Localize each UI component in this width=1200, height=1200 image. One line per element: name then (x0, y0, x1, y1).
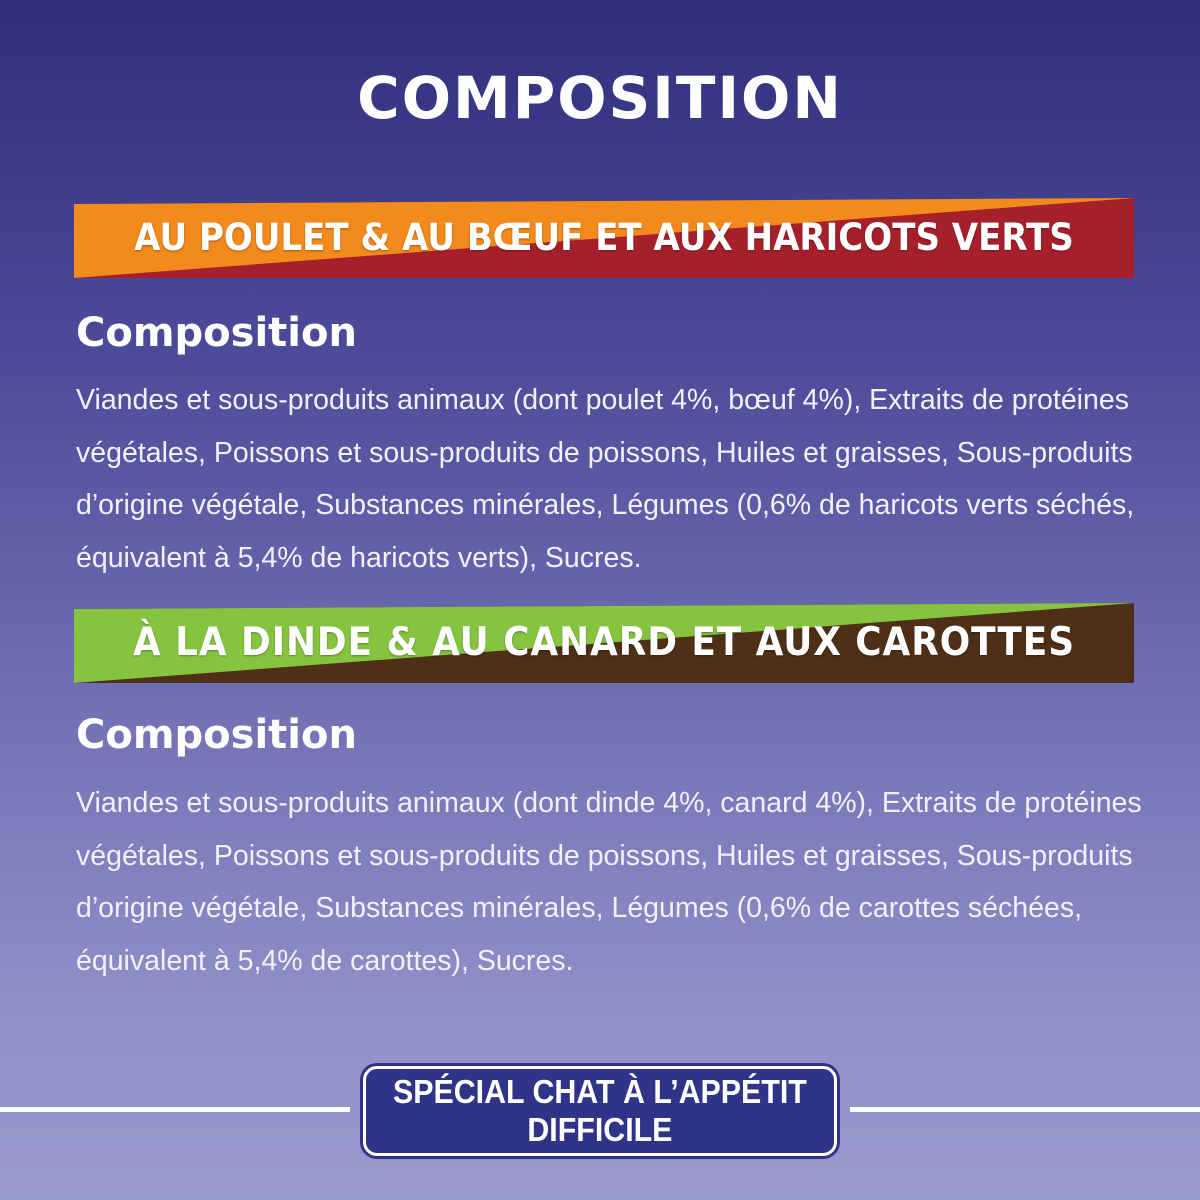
divider-right (850, 1107, 1200, 1112)
composition-text: Viandes et sous-produits animaux (dont dinde 4%, canard 4%), Extraits de protéines végétales, Poissons et sous-produits de poissons, Huiles et graisses, Sous-produits d’origine végétale, Substances minérales, Légumes (0,6% de carottes séchées, équivalent à 5,4% de carottes), Sucres. (76, 787, 1142, 977)
banner-turkey-duck (74, 603, 1134, 683)
badge-label (393, 1073, 807, 1149)
composition-text: Viandes et sous-produits animaux (dont poulet 4%, bœuf 4%), Extraits de protéines végétales, Poissons et sous-produits de poissons, Huiles et graisses, Sous-produits d’origine végétale, Substances minérales, Légumes (0,6% de haricots verts séchés, équivalent à 5,4% de haricots verts), Sucres. (76, 384, 1135, 574)
banner-label: AU POULET & AU BŒUF ET AUX HARICOTS VERTS (134, 216, 1074, 259)
banner-chicken-beef (74, 198, 1134, 278)
badge-line-1: SPÉCIAL CHAT À L’APPÉTIT (393, 1073, 807, 1110)
banner-label: À LA DINDE & AU CANARD ET AUX CAROTTES (133, 620, 1075, 665)
divider-left (0, 1107, 350, 1112)
badge-line-2: DIFFICILE (527, 1111, 673, 1148)
section-heading: Composition (76, 712, 357, 758)
page-title: COMPOSITION (357, 64, 843, 132)
section-heading: Composition (76, 310, 357, 356)
special-badge (363, 1066, 837, 1156)
